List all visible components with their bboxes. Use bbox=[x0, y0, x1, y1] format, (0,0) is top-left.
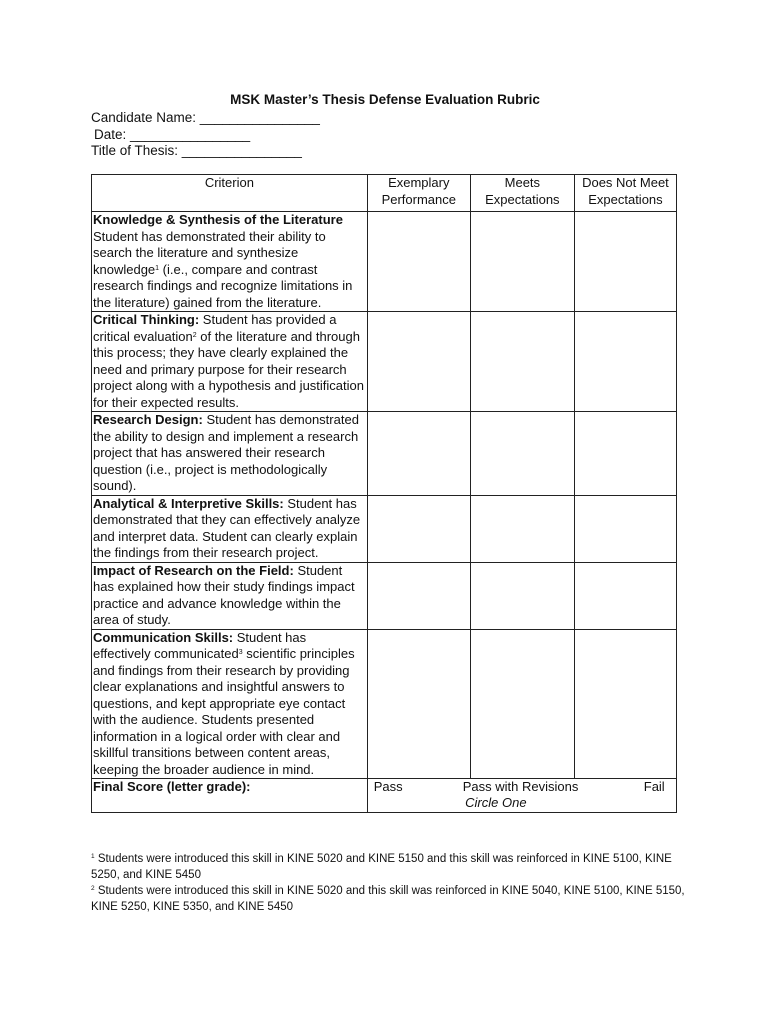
meets-cell[interactable] bbox=[470, 212, 574, 312]
pass-with-revisions-option[interactable]: Pass with Revisions bbox=[462, 779, 579, 794]
criterion-cell bbox=[92, 312, 368, 412]
table-row bbox=[92, 312, 677, 412]
thesis-title-line[interactable]: Title of Thesis: ________________ bbox=[91, 143, 302, 158]
criterion-text: Student has demonstrated their ability to search the literature and synthesize knowledge bbox=[93, 228, 326, 277]
criterion-text: Student has explained how their study findings impact practice and advance knowledge within the area of study. bbox=[93, 562, 355, 627]
meets-cell[interactable] bbox=[470, 312, 574, 412]
footnote-1 bbox=[91, 851, 691, 883]
footnote-mark: 3 bbox=[238, 649, 243, 656]
pass-option[interactable]: Pass bbox=[373, 779, 403, 794]
criterion-cell bbox=[92, 212, 368, 312]
table-row bbox=[92, 562, 677, 629]
meets-cell[interactable] bbox=[470, 629, 574, 779]
footnote-2 bbox=[91, 883, 691, 915]
final-score-label: Final Score (letter grade): bbox=[92, 779, 368, 813]
footnote-mark: 2 bbox=[192, 331, 197, 339]
final-score-choices bbox=[368, 779, 676, 812]
criterion-title: Critical Thinking: bbox=[93, 312, 200, 327]
header-does-not-meet: Does Not Meet Expectations bbox=[574, 175, 676, 212]
criterion-text: Student has demonstrated the ability to design and implement a research project that has answered their research question (i.e., project is methodologically sound). bbox=[93, 412, 359, 493]
candidate-name-line[interactable]: Candidate Name: ________________ bbox=[91, 110, 320, 125]
rubric-table bbox=[91, 174, 677, 813]
criterion-title: Analytical & Interpretive Skills: bbox=[93, 495, 284, 511]
criterion-text-cont: scientific principles and findings from their research by providing clear explanations and insightful answers to questions, and kept appropriate eye contact with the audience. Students presented information in a logical order with clear and skillful transitions between content areas, keeping the broader audience in mind. bbox=[93, 646, 355, 777]
exemplary-cell[interactable] bbox=[367, 629, 470, 779]
criterion-text: Student has demonstrated that they can effectively analyze and interpret data. Student can clearly explain the findings from their research project. bbox=[93, 495, 361, 560]
table-row bbox=[92, 412, 677, 496]
meets-cell[interactable] bbox=[470, 412, 574, 496]
meets-cell[interactable] bbox=[470, 495, 574, 562]
footnote-mark: 1 bbox=[91, 853, 95, 860]
meets-cell[interactable] bbox=[470, 562, 574, 629]
does-not-meet-cell[interactable] bbox=[574, 562, 676, 629]
exemplary-cell[interactable] bbox=[367, 212, 470, 312]
footnote-text: Students were introduced this skill in KINE 5020 and KINE 5150 and this skill was reinforced in KINE 5100, KINE 5250, and KINE 5450 bbox=[91, 853, 672, 881]
table-row bbox=[92, 495, 677, 562]
table-header-row bbox=[92, 175, 677, 212]
criterion-title: Impact of Research on the Field: bbox=[93, 562, 294, 578]
criterion-title: Research Design: bbox=[93, 412, 203, 427]
criterion-title: Communication Skills: bbox=[93, 629, 234, 645]
header-criterion: Criterion bbox=[92, 175, 368, 212]
final-score-options bbox=[367, 779, 676, 813]
footnotes bbox=[91, 851, 691, 915]
table-row bbox=[92, 212, 677, 312]
exemplary-cell[interactable] bbox=[367, 495, 470, 562]
criterion-title: Knowledge & Synthesis of the Literature bbox=[93, 212, 343, 227]
does-not-meet-cell[interactable] bbox=[574, 495, 676, 562]
document-title: MSK Master’s Thesis Defense Evaluation Rubric bbox=[230, 92, 540, 107]
criterion-cell bbox=[92, 495, 368, 562]
exemplary-cell[interactable] bbox=[367, 312, 470, 412]
does-not-meet-cell[interactable] bbox=[574, 412, 676, 496]
does-not-meet-cell[interactable] bbox=[574, 629, 676, 779]
does-not-meet-cell[interactable] bbox=[574, 312, 676, 412]
criterion-cell bbox=[92, 562, 368, 629]
fail-option[interactable]: Fail bbox=[643, 779, 665, 794]
criterion-text: Student has effectively communicated bbox=[93, 629, 307, 661]
criterion-text-cont: of the literature and through this process; they have clearly explained the need and primary purpose for their research project along with a hypothesis and justification for their expected results. bbox=[93, 328, 364, 410]
exemplary-cell[interactable] bbox=[367, 412, 470, 496]
footnote-mark: 1 bbox=[155, 264, 160, 272]
criterion-cell bbox=[92, 412, 368, 496]
exemplary-cell[interactable] bbox=[367, 562, 470, 629]
document-meta bbox=[91, 110, 320, 160]
criterion-text: Student has provided a critical evaluation bbox=[93, 312, 337, 344]
final-score-row bbox=[92, 779, 677, 813]
criterion-cell bbox=[92, 629, 368, 779]
header-exemplary: Exemplary Performance bbox=[367, 175, 470, 212]
criterion-text-cont: (i.e., compare and contrast research findings and recognize limitations in the literature) gained from the literature. bbox=[93, 261, 353, 310]
footnote-text: Students were introduced this skill in KINE 5020 and this skill was reinforced in KINE 5040, KINE 5100, KINE 5150, KINE 5250, KINE 5350, and KINE 5450 bbox=[91, 885, 685, 913]
date-line[interactable]: Date: ________________ bbox=[94, 126, 251, 142]
header-meets: Meets Expectations bbox=[470, 175, 574, 212]
does-not-meet-cell[interactable] bbox=[574, 212, 676, 312]
circle-one-instruction: Circle One bbox=[465, 795, 527, 810]
table-row bbox=[92, 629, 677, 779]
footnote-mark: 2 bbox=[91, 885, 95, 892]
